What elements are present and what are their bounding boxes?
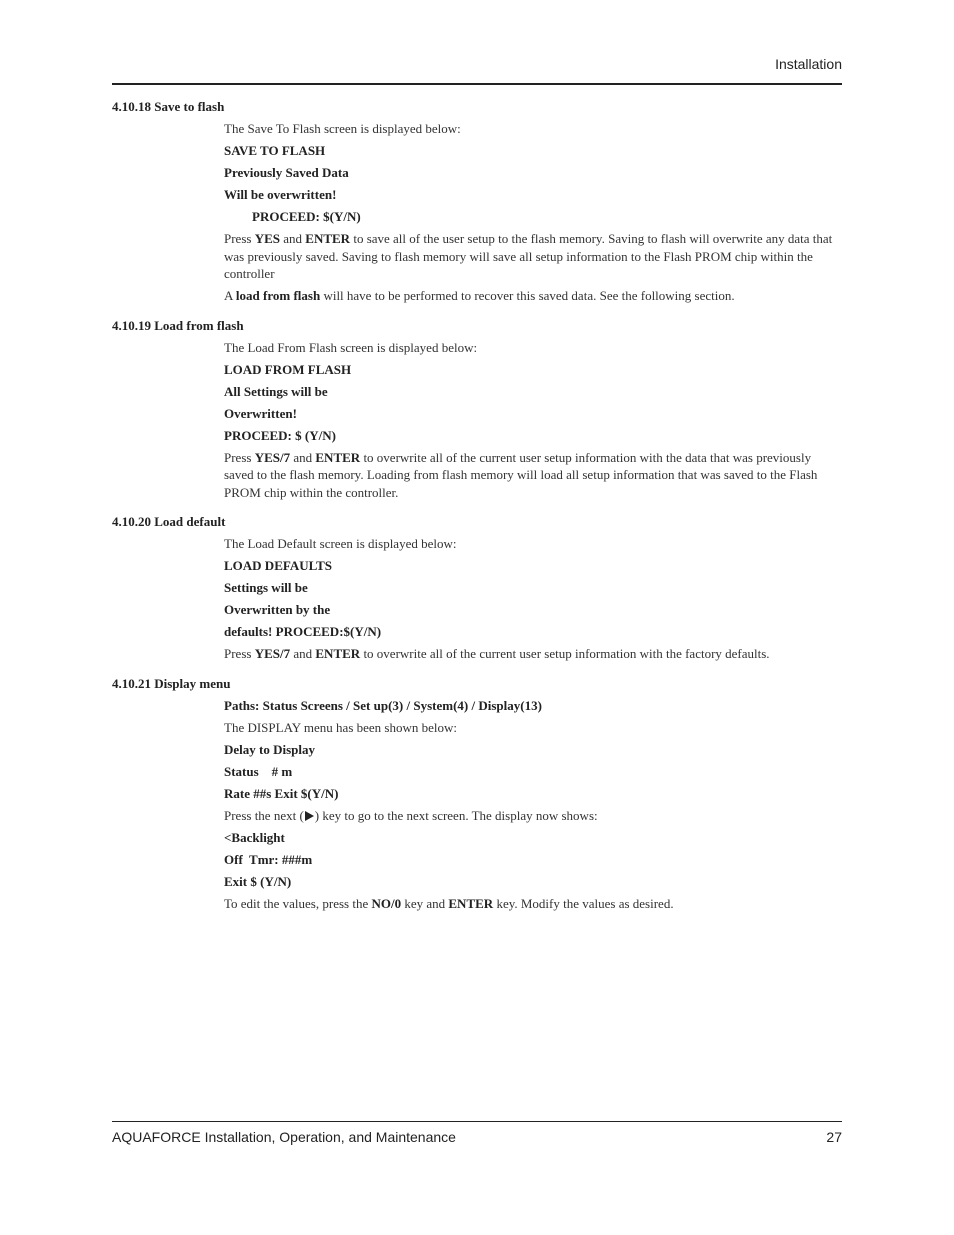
running-header: Installation [775,56,842,72]
screen-line: Rate ##s Exit $(Y/N) [224,785,339,801]
section-heading: 4.10.20 Load default [112,514,226,529]
section-body [224,120,840,305]
section-save-to-flash [112,99,842,305]
screen-line: Settings will be [224,580,308,595]
screen-line: SAVE TO FLASH [224,143,326,158]
paragraph: Press YES and ENTER to save all of the user setup to the flash memory. Saving to flash will overwrite any data that was previously saved. Saving to flash memory will save all setup information to the Flash PROM chip within the controller [224,231,833,281]
screen-line: Off Tmr: ###m [224,851,313,867]
section-heading: 4.10.21 Display menu [112,675,231,691]
next-arrow-icon [305,811,314,821]
paragraph: A load from flash will have to be performed to recover this saved data. See the following section. [224,288,735,303]
footer-rule [112,1121,842,1122]
section-heading: 4.10.19 Load from flash [112,317,244,333]
screen-line: LOAD FROM FLASH [224,361,352,377]
screen-line: Overwritten! [224,405,297,421]
section-load-from-flash [112,318,842,502]
screen-line: LOAD DEFAULTS [224,558,332,573]
screen-line: Previously Saved Data [224,165,349,180]
page-content [112,99,842,925]
section-body [224,339,840,502]
screen-line-proceed: PROCEED: $(Y/N) [252,209,361,224]
screen-line: Status # m [224,763,293,779]
paragraph: Press YES/7 and ENTER to overwrite all of the current user setup information with the factory defaults. [224,646,770,661]
screen-line: <Backlight [224,829,285,845]
section-heading: 4.10.18 Save to flash [112,99,225,114]
screen-line: All Settings will be [224,383,328,399]
header-rule [112,83,842,85]
page-number: 27 [826,1129,842,1145]
screen-line: Delay to Display [224,741,315,757]
screen-line: Will be overwritten! [224,187,337,202]
screen-line: defaults! PROCEED:$(Y/N) [224,624,382,639]
intro-text: The Load Default screen is displayed below: [224,536,457,551]
section-body [224,535,840,663]
menu-path: Paths: Status Screens / Set up(3) / System(4) / Display(13) [224,697,542,713]
footer-title: AQUAFORCE Installation, Operation, and Maintenance [112,1129,456,1145]
intro-text: The DISPLAY menu has been shown below: [224,719,458,735]
screen-line: PROCEED: $ (Y/N) [224,427,336,443]
paragraph: To edit the values, press the NO/0 key and ENTER key. Modify the values as desired. [224,895,674,911]
screen-line: Overwritten by the [224,602,331,617]
paragraph: Press the next ( ) key to go to the next screen. The display now shows: [224,807,598,823]
intro-text: The Load From Flash screen is displayed below: [224,339,478,355]
screen-line: Exit $ (Y/N) [224,873,292,889]
intro-text: The Save To Flash screen is displayed below: [224,121,461,136]
paragraph: Press YES/7 and ENTER to overwrite all of the current user setup information with the data that was previously saved to the flash memory. Loading from flash memory will load all setup information that was saved to the Flash PROM chip within the controller. [224,449,818,500]
section-body [224,697,840,913]
section-display-menu [112,676,842,913]
section-load-default [112,514,842,663]
